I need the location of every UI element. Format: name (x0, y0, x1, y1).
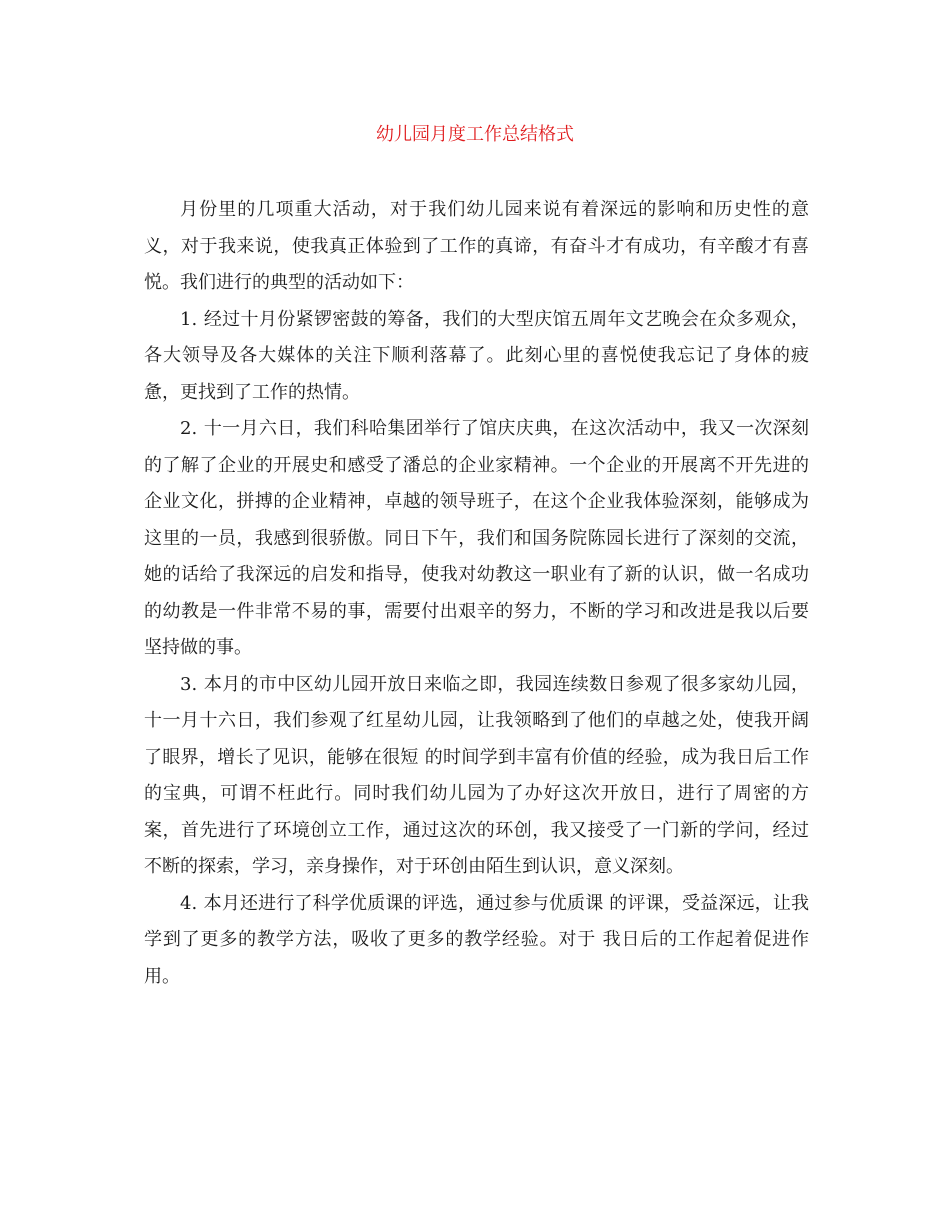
paragraph-text: 经过十月份紧锣密鼓的筹备，我们的大型庆馆五周年文艺晚会在众多观众，各大领导及各大媒体的关注下顺利落幕了。此刻心里的喜悦使我忘记了身体的疲惫，更找到了工作的热情。 (144, 308, 809, 403)
document-body (144, 192, 809, 995)
paragraph-item-4 (144, 886, 809, 996)
paragraph-item-1 (144, 302, 809, 412)
document-title: 幼儿园月度工作总结格式 (376, 124, 574, 145)
paragraph-intro (144, 192, 809, 302)
paragraph-text: 本月还进行了科学优质课的评选，通过参与优质课 的评课，受益深远，让我学到了更多的教学方法，吸收了更多的教学经验。对于 我日后的工作起着促进作用。 (144, 892, 809, 987)
item-number: 3. (180, 673, 198, 695)
item-number: 1. (180, 308, 198, 330)
item-number: 2. (180, 418, 198, 439)
paragraph-text: 本月的市中区幼儿园开放日来临之即，我园连续数日参观了很多家幼儿园，十一月十六日，我们参观了红星幼儿园，让我领略到了他们的卓越之处，使我开阔了眼界，增长了见识，能够在很短 的时间学到丰富有价值的经验，成为我日后工作的宝典，可谓不枉此行。同时我们幼儿园为了办好这次开放日，进行了周密的方案，首先进行了环境创立工作，通过这次的环创，我又接受了一门新的学问，经过不断的探索，学习，亲身操作，对于环创由陌生到认识，意义深刻。 (144, 673, 809, 877)
paragraph-item-3 (144, 667, 809, 886)
paragraph-item-2 (144, 411, 809, 667)
item-number: 4. (180, 892, 198, 914)
paragraph-text: 十一月六日，我们科哈集团举行了馆庆庆典，在这次活动中，我又一次深刻的了解了企业的开展史和感受了潘总的企业家精神。一个企业的开展离不开先进的企业文化，拼搏的企业精神，卓越的领导班子，在这个企业我体验深刻，能够成为这里的一员，我感到很骄傲。同日下午，我们和国务院陈园长进行了深刻的交流，她的话给了我深远的启发和指导，使我对幼教这一职业有了新的认识，做一名成功的幼教是一件非常不易的事，需要付出艰辛的努力，不断的学习和改进是我以后要坚持做的事。 (144, 418, 809, 658)
paragraph-text: 月份里的几项重大活动，对于我们幼儿园来说有着深远的影响和历史性的意义，对于我来说，使我真正体验到了工作的真谛，有奋斗才有成功，有辛酸才有喜悦。我们进行的典型的活动如下： (144, 199, 809, 293)
